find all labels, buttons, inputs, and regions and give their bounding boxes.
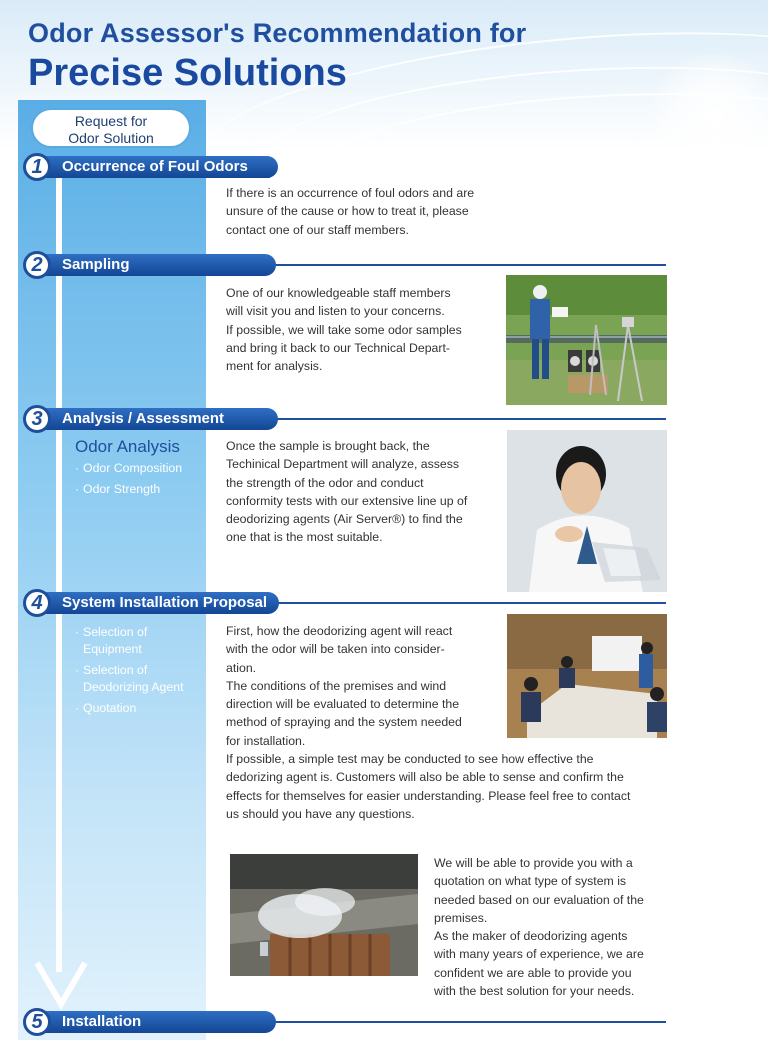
meeting-photo	[507, 614, 667, 738]
odor-analysis-title: Odor Analysis	[75, 437, 180, 456]
flow-arrow-shaft	[56, 172, 62, 972]
sampling-photo	[506, 275, 667, 405]
list-item: · Selection of Deodorizing Agent	[75, 662, 184, 696]
step-4-text-lower: We will be able to provide you with a quotation on what type of system is needed based on our evaluation of the premises. As the maker of deodorizing agents with many years of experience, we are confident we are able to provide you with the best solution for your needs.	[434, 856, 644, 999]
step-3-number: 3	[23, 405, 51, 433]
page-title-line1: Odor Assessor's Recommendation for	[28, 18, 527, 48]
step-1-text: If there is an occurrence of foul odors and are unsure of the cause or how to treat it, please contact one of our staff members.	[226, 186, 475, 237]
analysis-photo	[507, 430, 667, 592]
page-title-line2: Precise Solutions	[28, 52, 347, 94]
request-line2: Odor Solution	[68, 130, 154, 146]
step-5-number: 5	[23, 1008, 51, 1036]
step-3-text: Once the sample is brought back, the Techinical Department will analyze, assess the strength of the odor and conduct conformity tests with our extensive line up of deodorizing agents (Air Server®) to find the one that is the most suitable.	[226, 439, 468, 545]
step-1-label: Occurrence of Foul Odors	[62, 158, 248, 175]
list-item: · Selection of Equipment	[75, 624, 184, 658]
step-4-text-wide: If possible, a simple test may be conducted to see how effective the dedorizing agent is. Customers will also be able to sense and confirm the effects for themselves for easier understanding. Please feel free to contact us should you have any questions.	[226, 752, 631, 821]
step-4-text: First, how the deodorizing agent will react with the odor will be taken into consider- ation. The conditions of the premises and wind direction will be evaluated to determine the method of spraying and the system needed for installation.	[226, 624, 462, 748]
step-4-number: 4	[23, 589, 51, 617]
flow-arrow-head-icon	[34, 960, 88, 1010]
installation-photo	[230, 854, 418, 976]
request-badge	[31, 108, 191, 148]
step-5-label: Installation	[62, 1013, 142, 1030]
flow-column	[18, 100, 206, 1040]
list-item: · Odor Strength	[75, 481, 182, 498]
step-2-text: One of our knowledgeable staff members will visit you and listen to your concerns. If possible, we will take some odor samples and bring it back to our Technical Depart- ment for analysis.	[226, 286, 462, 374]
step-2-number: 2	[23, 251, 51, 279]
odor-analysis-list	[75, 460, 182, 502]
step-3-label: Analysis / Assessment	[62, 410, 225, 427]
proposal-list	[75, 624, 184, 721]
list-item: · Odor Composition	[75, 460, 182, 477]
step-1-number: 1	[23, 153, 51, 181]
step-4-label: System Installation Proposal	[62, 594, 268, 611]
request-line1: Request for	[74, 113, 148, 129]
step-2-label: Sampling	[62, 256, 130, 273]
list-item: · Quotation	[75, 700, 184, 717]
